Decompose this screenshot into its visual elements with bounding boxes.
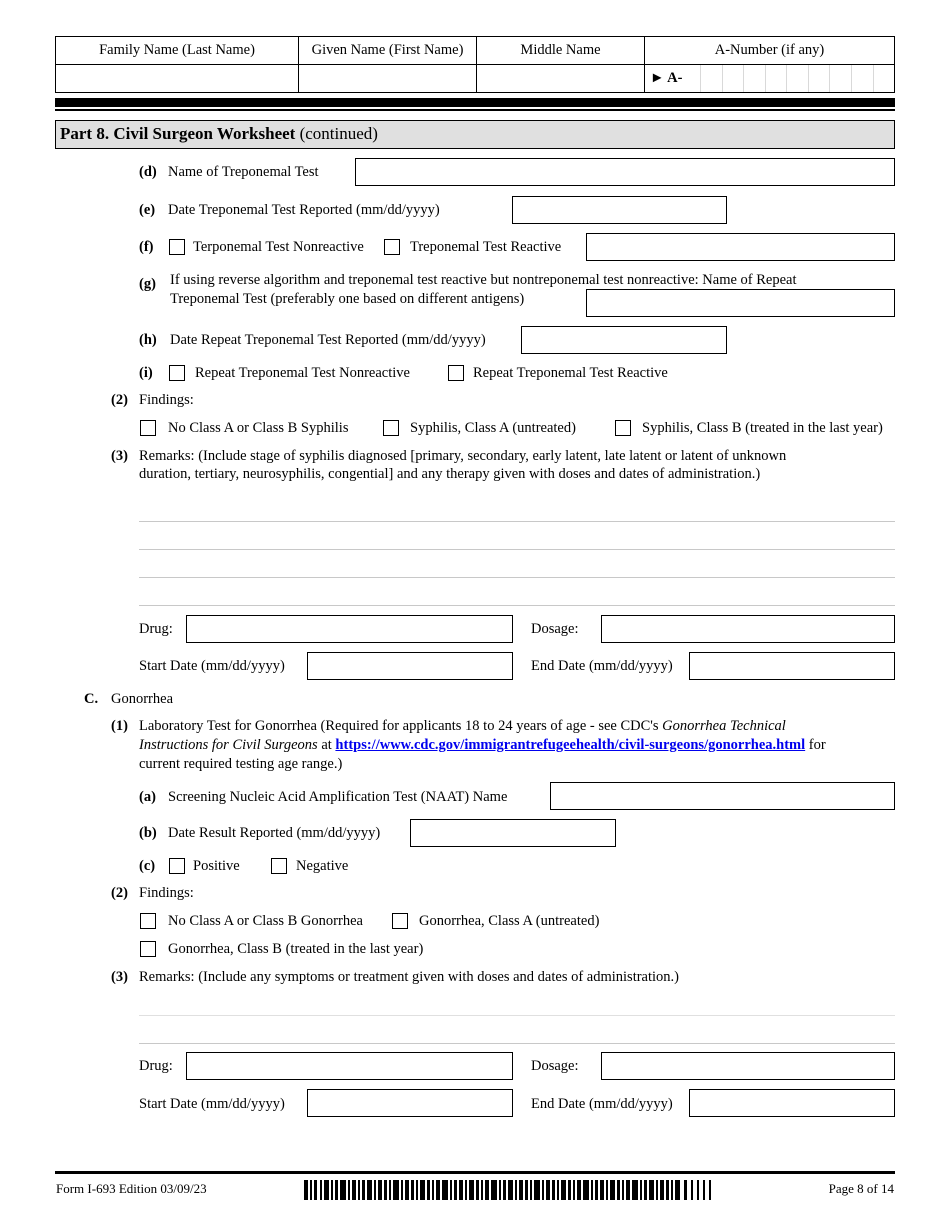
middle-name-field[interactable] (477, 65, 645, 93)
negative-checkbox[interactable] (271, 858, 287, 874)
gonorrhea-class-b-label: Gonorrhea, Class B (treated in the last year) (168, 941, 424, 957)
item-h-label: Date Repeat Treponemal Test Reported (mm/dd/yyyy) (170, 332, 486, 348)
syphilis-end-date-field[interactable] (689, 652, 895, 680)
footer-form-edition: Form I-693 Edition 03/09/23 (56, 1181, 207, 1196)
syphilis-remarks-line[interactable] (139, 605, 895, 606)
no-class-gonorrhea-checkbox[interactable] (140, 913, 156, 929)
syphilis-drug-label: Drug: (139, 621, 173, 637)
gonorrhea-class-a-checkbox[interactable] (392, 913, 408, 929)
repeat-nonreactive-checkbox[interactable] (169, 365, 185, 381)
positive-label: Positive (193, 858, 240, 874)
naat-date-field[interactable] (410, 819, 616, 847)
gonorrhea-findings-num: (2) (111, 885, 128, 901)
repeat-reactive-checkbox[interactable] (448, 365, 464, 381)
item-i-letter: (i) (139, 365, 153, 381)
barcode-image (304, 1180, 712, 1200)
no-class-gonorrhea-label: No Class A or Class B Gonorrhea (168, 913, 363, 929)
item-a-label: Screening Nucleic Acid Amplification Test (NAAT) Name (168, 789, 508, 805)
item-b-label: Date Result Reported (mm/dd/yyyy) (168, 825, 381, 841)
gonorrhea-remarks-line[interactable] (139, 1015, 895, 1016)
treponemal-nonreactive-label: Terponemal Test Nonreactive (193, 239, 364, 255)
family-name-header: Family Name (Last Name) (56, 37, 299, 65)
item-g-line1: If using reverse algorithm and treponemal test reactive but nontreponemal test nonreactive: Name of Repeat (170, 272, 797, 288)
syphilis-end-date-label: End Date (mm/dd/yyyy) (531, 658, 673, 674)
gonorrhea-lab-line2: Instructions for Civil Surgeons at https://www.cdc.gov/immigrantrefugeehealth/civil-surgeons/gonorrhea.html for (139, 737, 826, 753)
treponemal-result-field[interactable] (586, 233, 895, 261)
gonorrhea-lab-num: (1) (111, 718, 128, 734)
header-divider-thin (55, 109, 895, 111)
repeat-nonreactive-label: Repeat Treponemal Test Nonreactive (195, 365, 410, 381)
gonorrhea-title: Gonorrhea (111, 691, 174, 707)
footer-page-number: Page 8 of 14 (828, 1181, 894, 1196)
item-e-letter: (e) (139, 202, 156, 218)
syphilis-remarks-num: (3) (111, 448, 128, 464)
footer-divider (55, 1171, 895, 1174)
syphilis-remarks-line[interactable] (139, 549, 895, 550)
middle-name-header: Middle Name (477, 37, 645, 65)
gonorrhea-lab-line3: current required testing age range.) (139, 756, 343, 772)
cdc-gonorrhea-link[interactable]: https://www.cdc.gov/immigrantrefugeehealth/civil-surgeons/gonorrhea.html (335, 737, 806, 753)
treponemal-nonreactive-checkbox[interactable] (169, 239, 185, 255)
gonorrhea-dosage-label: Dosage: (531, 1058, 579, 1074)
gonorrhea-remarks-label: Remarks: (Include any symptoms or treatment given with doses and dates of administration.) (139, 969, 680, 985)
repeat-treponemal-name-field[interactable] (586, 289, 895, 317)
syphilis-findings-num: (2) (111, 392, 128, 408)
item-g-line2: Treponemal Test (preferably one based on different antigens) (170, 291, 525, 307)
treponemal-date-field[interactable] (512, 196, 727, 224)
gonorrhea-letter: C. (84, 691, 99, 707)
gonorrhea-drug-field[interactable] (186, 1052, 513, 1080)
given-name-header: Given Name (First Name) (299, 37, 477, 65)
treponemal-reactive-label: Treponemal Test Reactive (410, 239, 562, 255)
negative-label: Negative (296, 858, 349, 874)
syphilis-drug-field[interactable] (186, 615, 513, 643)
gonorrhea-start-date-field[interactable] (307, 1089, 513, 1117)
gonorrhea-drug-label: Drug: (139, 1058, 173, 1074)
a-number-header: A-Number (if any) (645, 37, 895, 65)
syphilis-start-date-field[interactable] (307, 652, 513, 680)
gonorrhea-end-date-label: End Date (mm/dd/yyyy) (531, 1096, 673, 1112)
family-name-field[interactable] (56, 65, 299, 93)
syphilis-remarks-line1: Remarks: (Include stage of syphilis diagnosed [primary, secondary, early latent, late latent or latent of unknown (139, 448, 787, 464)
repeat-reactive-label: Repeat Treponemal Test Reactive (473, 365, 668, 381)
naat-name-field[interactable] (550, 782, 895, 810)
item-g-letter: (g) (139, 276, 156, 292)
syphilis-remarks-line2: duration, tertiary, neurosyphilis, congential] and any therapy given with doses and dates of administration.) (139, 466, 761, 482)
gonorrhea-lab-line1: Laboratory Test for Gonorrhea (Required for applicants 18 to 24 years of age - see CDC's Gonorrhea Technical (139, 718, 786, 734)
syphilis-remarks-line[interactable] (139, 577, 895, 578)
no-class-syphilis-label: No Class A or Class B Syphilis (168, 420, 349, 436)
a-number-prefix: ► A- (650, 70, 683, 86)
item-d-label: Name of Treponemal Test (168, 164, 319, 180)
syphilis-dosage-field[interactable] (601, 615, 895, 643)
syphilis-class-a-checkbox[interactable] (383, 420, 399, 436)
item-f-letter: (f) (139, 239, 154, 255)
positive-checkbox[interactable] (169, 858, 185, 874)
gonorrhea-class-a-label: Gonorrhea, Class A (untreated) (419, 913, 600, 929)
no-class-syphilis-checkbox[interactable] (140, 420, 156, 436)
item-b-letter: (b) (139, 825, 157, 841)
treponemal-test-name-field[interactable] (355, 158, 895, 186)
part-title: Part 8. Civil Surgeon Worksheet (continued) (60, 124, 378, 143)
syphilis-start-date-label: Start Date (mm/dd/yyyy) (139, 658, 285, 674)
item-a-letter: (a) (139, 789, 156, 805)
repeat-treponemal-date-field[interactable] (521, 326, 727, 354)
gonorrhea-start-date-label: Start Date (mm/dd/yyyy) (139, 1096, 285, 1112)
header-divider (55, 98, 895, 107)
item-h-letter: (h) (139, 332, 157, 348)
syphilis-remarks-line[interactable] (139, 521, 895, 522)
gonorrhea-dosage-field[interactable] (601, 1052, 895, 1080)
gonorrhea-class-b-checkbox[interactable] (140, 941, 156, 957)
item-e-label: Date Treponemal Test Reported (mm/dd/yyyy) (168, 202, 440, 218)
syphilis-class-a-label: Syphilis, Class A (untreated) (410, 420, 576, 436)
applicant-name-table (55, 36, 895, 93)
gonorrhea-remarks-line[interactable] (139, 1043, 895, 1044)
given-name-field[interactable] (299, 65, 477, 93)
treponemal-reactive-checkbox[interactable] (384, 239, 400, 255)
gonorrhea-remarks-num: (3) (111, 969, 128, 985)
gonorrhea-end-date-field[interactable] (689, 1089, 895, 1117)
syphilis-class-b-label: Syphilis, Class B (treated in the last year) (642, 420, 883, 436)
gonorrhea-findings-label: Findings: (139, 885, 194, 901)
syphilis-class-b-checkbox[interactable] (615, 420, 631, 436)
syphilis-findings-label: Findings: (139, 392, 194, 408)
syphilis-dosage-label: Dosage: (531, 621, 579, 637)
item-d-letter: (d) (139, 164, 157, 180)
a-number-field[interactable] (645, 65, 895, 93)
item-c-letter: (c) (139, 858, 156, 874)
